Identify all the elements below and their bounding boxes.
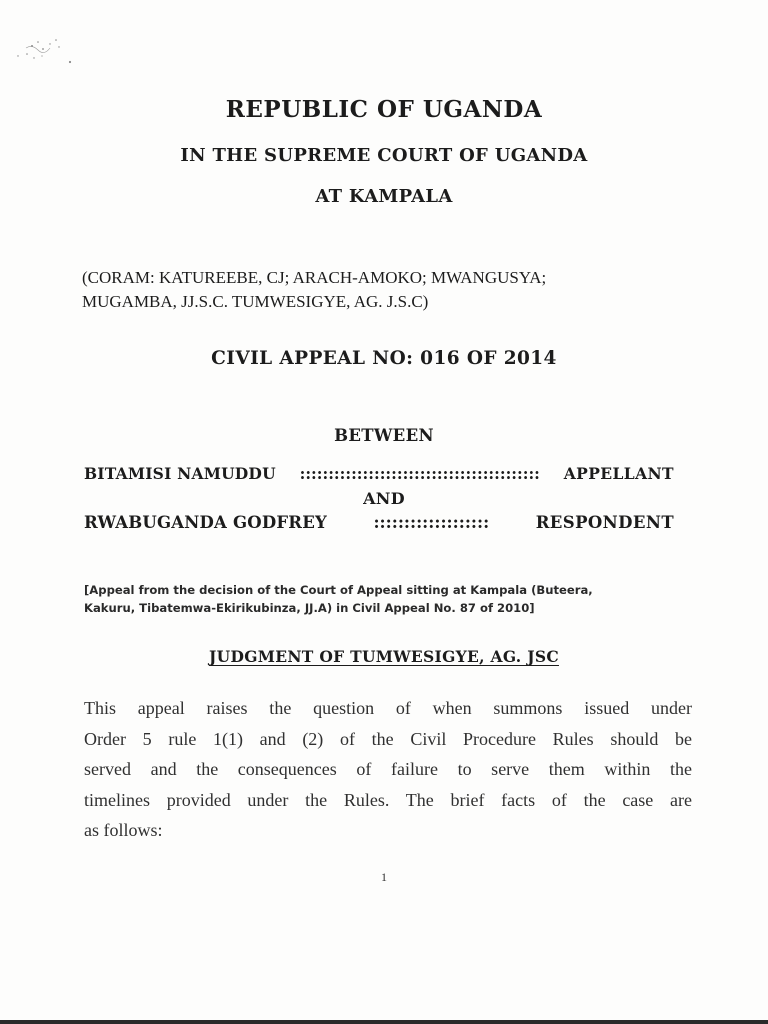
judgment-heading bbox=[0, 647, 768, 666]
respondent-name: RWABUGANDA GODFREY bbox=[84, 513, 327, 532]
coram-line-2: MUGAMBA, JJ.S.C. TUMWESIGYE, AG. J.S.C) bbox=[82, 292, 429, 311]
paragraph-line: served and the consequences of failure to serve them within the bbox=[84, 759, 692, 779]
court-name: IN THE SUPREME COURT OF UGANDA bbox=[180, 145, 588, 166]
page-number: 1 bbox=[381, 870, 387, 884]
appellant-name: BITAMISI NAMUDDU bbox=[84, 464, 276, 483]
court-location: AT KAMPALA bbox=[315, 186, 453, 207]
appeal-number: CIVIL APPEAL NO: 016 OF 2014 bbox=[211, 348, 557, 369]
paragraph-line: This appeal raises the question of when summons issued under bbox=[84, 698, 692, 718]
judgment-heading-text: JUDGMENT OF TUMWESIGYE, AG. JSC bbox=[209, 647, 559, 666]
paragraph-line: as follows: bbox=[84, 820, 163, 840]
scan-mark bbox=[12, 34, 82, 74]
respondent-dots: ::::::::::::::::::: bbox=[373, 513, 490, 532]
coram-line-1: (CORAM: KATUREEBE, CJ; ARACH-AMOKO; MWANGUSYA; bbox=[82, 268, 547, 287]
appellant-role: APPELLANT bbox=[563, 464, 674, 483]
between-label: BETWEEN bbox=[334, 426, 434, 445]
respondent-row bbox=[84, 513, 674, 532]
and-label: AND bbox=[363, 489, 405, 508]
scan-bottom-edge bbox=[0, 1020, 768, 1024]
paragraph-line: timelines provided under the Rules. The brief facts of the case are bbox=[84, 790, 692, 810]
respondent-role: RESPONDENT bbox=[535, 513, 674, 532]
appeal-from-line-1: [Appeal from the decision of the Court of Appeal sitting at Kampala (Buteera, bbox=[84, 583, 593, 597]
paragraph-line: Order 5 rule 1(1) and (2) of the Civil Procedure Rules should be bbox=[84, 729, 692, 749]
document-title: REPUBLIC OF UGANDA bbox=[225, 96, 543, 123]
appeal-from-line-2: Kakuru, Tibatemwa-Ekirikubinza, JJ.A) in Civil Appeal No. 87 of 2010] bbox=[84, 601, 535, 615]
appellant-dots: :::::::::::::::::::::::::::::::::::::::::: bbox=[299, 464, 540, 483]
appellant-row bbox=[84, 464, 674, 483]
